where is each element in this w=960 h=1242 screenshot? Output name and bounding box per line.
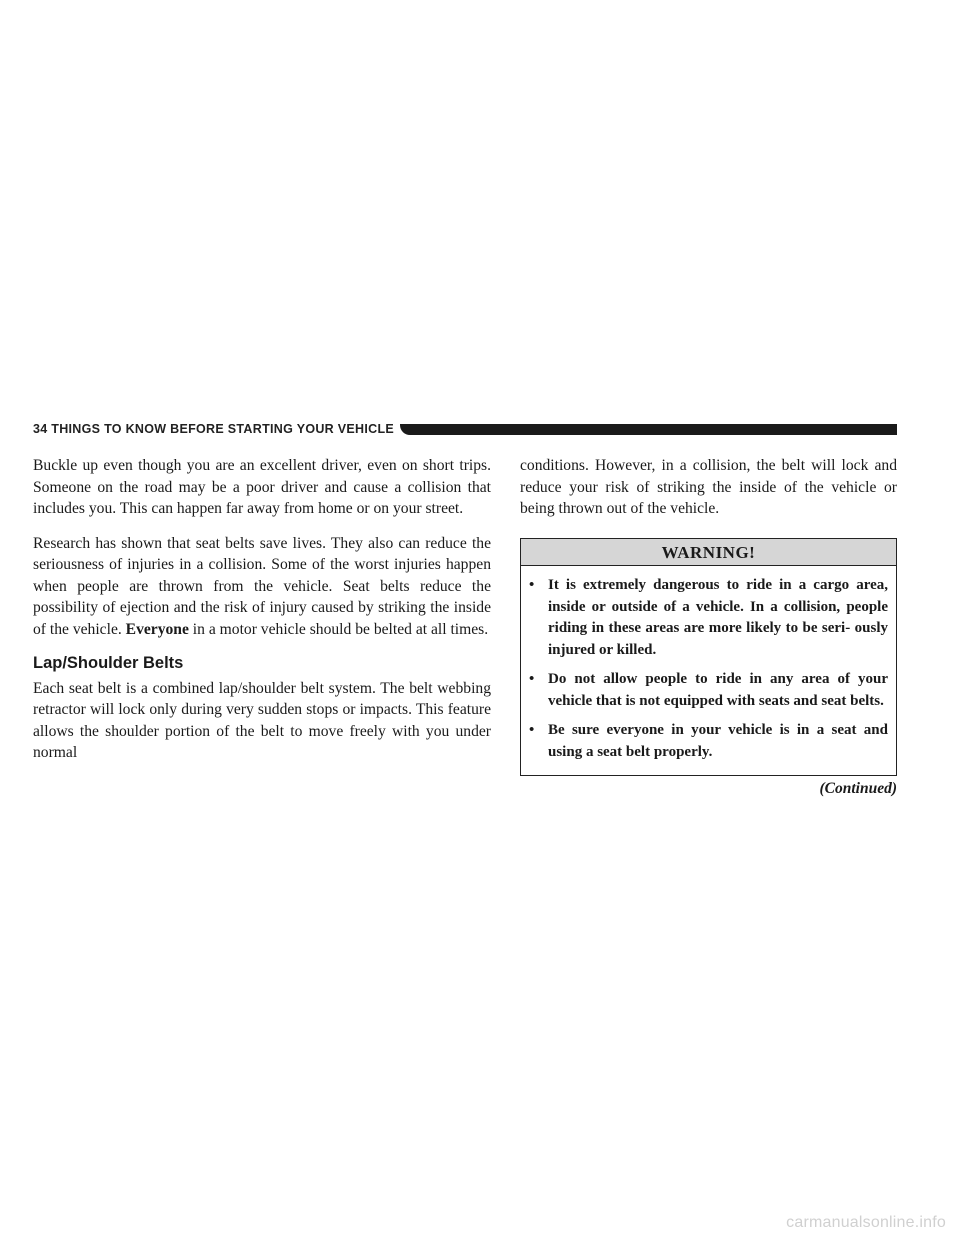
paragraph-conditions: conditions. However, in a collision, the belt will lock and reduce your risk of striking the inside of the vehicle or being thrown out of the vehicle.	[520, 457, 897, 517]
warning-item	[529, 575, 888, 661]
bullet-icon: •	[529, 577, 535, 593]
warning-item	[529, 720, 888, 763]
warning-item-text: Be sure everyone in your vehicle is in a seat and using a seat belt properly.	[548, 722, 888, 760]
warning-list	[521, 566, 896, 775]
warning-box	[520, 538, 897, 777]
paragraph-buckle-up: Buckle up even though you are an excellent driver, even on short trips. Someone on the road may be a poor driver and cause a collision that includes you. This can happen far away from home or on your street.	[33, 457, 491, 517]
header-rule	[400, 424, 897, 435]
paragraph-research-tail: in a motor vehicle should be belted at all times.	[188, 620, 489, 638]
bullet-icon: •	[529, 722, 535, 738]
page-header-text: 34 THINGS TO KNOW BEFORE STARTING YOUR VEHICLE	[33, 422, 395, 436]
bullet-icon: •	[529, 671, 535, 687]
paragraph-research	[33, 533, 491, 641]
everyone-emphasis: Everyone	[125, 620, 189, 638]
warning-item-text: It is extremely dangerous to ride in a cargo area, inside or outside of a vehicle. In a collision, people riding in these areas are more likely to be seri- ously injured or killed.	[548, 577, 888, 658]
warning-item	[529, 669, 888, 712]
continued-label: (Continued)	[819, 780, 897, 797]
page-header	[33, 418, 897, 440]
watermark: carmanualsonline.info	[786, 1214, 946, 1231]
paragraph-research-text: Research has shown that seat belts save lives. They also can reduce the seriousness of injuries in a collision. Some of the worst injuries happen when people are thrown from the vehicle. Seat belts reduce the possibility of ejection and the risk of injury caused by striking the inside of the vehicle.	[33, 534, 491, 638]
left-column	[33, 455, 491, 777]
warning-item-text: Do not allow people to ride in any area of your vehicle that is not equipped with seats and seat belts.	[548, 671, 888, 709]
warning-title: WARNING!	[521, 539, 896, 567]
right-column	[520, 455, 897, 800]
paragraph-lap-shoulder: Each seat belt is a combined lap/shoulder belt system. The belt webbing retractor will lock only during very sudden stops or impacts. This feature allows the shoulder portion of the belt to move freely with you under normal	[33, 679, 491, 761]
section-heading: Lap/Shoulder Belts	[33, 654, 184, 672]
